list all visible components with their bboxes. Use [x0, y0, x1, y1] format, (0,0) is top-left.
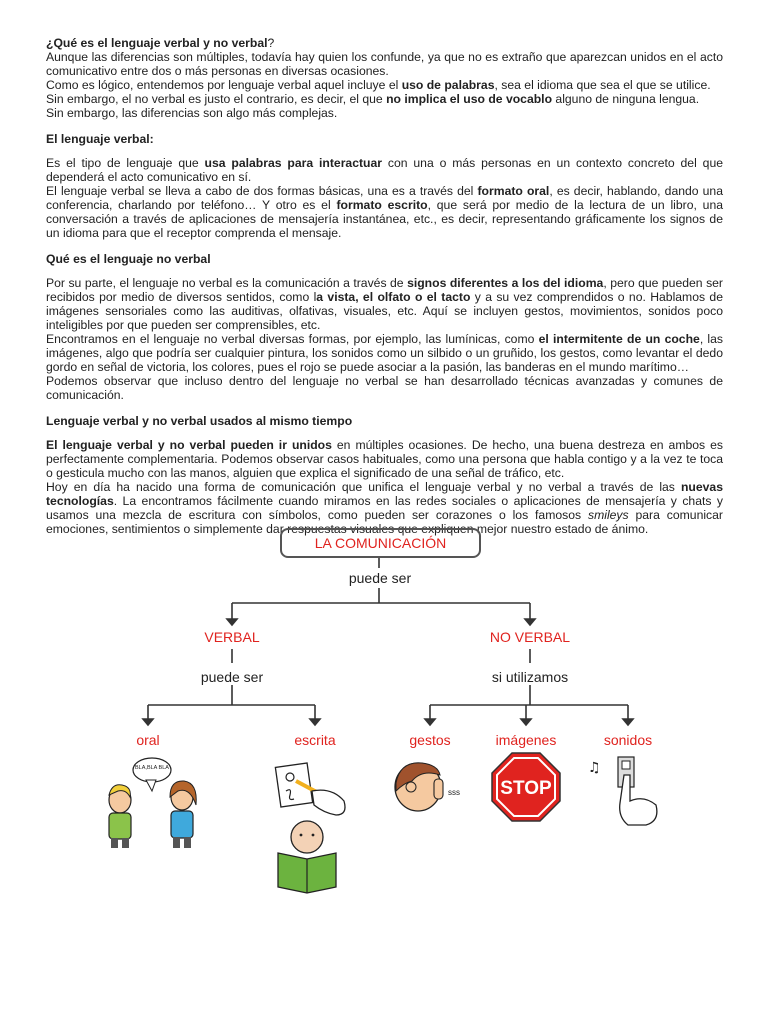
leaf-sonidos: sonidos	[603, 732, 653, 748]
gesture-face-icon	[395, 763, 460, 811]
verbal-p1: Es el tipo de lenguaje que usa palabras para interactuar con una o más personas en un contexto concreto del que dependerá el acto comunicativo en sí.	[46, 156, 723, 184]
diagram-root-box: LA COMUNICACIÓN	[280, 528, 481, 558]
verbal-link-label: puede ser	[200, 669, 264, 685]
mixed-p1: El lenguaje verbal y no verbal pueden ir unidos en múltiples ocasiones. De hecho, una buena destreza en ambos es perfectamente complementaria. Podemos observar casos habituales, como una persona que habla contigo y a la vez te toca o gesticula mucho con las manos, alguien que explica el significado de una señal de tráfico, etc.	[46, 438, 724, 480]
intro-p3: Sin embargo, el no verbal es justo el contrario, es decir, el que no implica el uso de vocablo alguno de ninguna lengua.	[46, 92, 700, 106]
noverbal-p3: Podemos observar que incluso dentro del lenguaje no verbal se han desarrollado técnicas avanzadas y comunes de comunicación.	[46, 374, 723, 402]
intro-p1: Aunque las diferencias son múltiples, todavía hay quien los confunde, ya que no es extraño que aparezcan unidos en el acto comunicativo entre dos o más personas en diversas ocasiones.	[46, 50, 723, 78]
leaf-imagenes: imágenes	[495, 732, 557, 748]
intro-p4: Sin embargo, las diferencias son algo más complejas.	[46, 106, 338, 120]
doorbell-icon	[588, 757, 657, 825]
intro-heading: ¿Qué es el lenguaje verbal y no verbal?	[46, 36, 275, 50]
svg-text:STOP: STOP	[500, 778, 552, 799]
leaf-escrita: escrita	[294, 732, 336, 748]
noverbal-p2: Encontramos en el lenguaje no verbal diversas formas, por ejemplo, las lumínicas, como el intermitente de un coche, las imágenes, algo que podría ser cualquier pintura, los sonidos como un silbido o un gruñido, los gestos, como levantar el dedo gordo en señal de victoria, los colores, pues el rojo se puede asociar a la pasión, las banderas en el mundo marítimo…	[46, 332, 724, 374]
intro-p2: Como es lógico, entendemos por lenguaje verbal aquel incluye el uso de palabras, sea el idioma que sea el que se utilice.	[46, 78, 711, 92]
writing-hand-icon	[275, 763, 345, 815]
noverbal-link-label: si utilizamos	[491, 669, 569, 685]
communication-diagram	[100, 525, 680, 895]
noverbal-node: NO VERBAL	[489, 629, 571, 645]
stop-sign-icon	[492, 753, 560, 821]
verbal-heading: El lenguaje verbal:	[46, 132, 154, 146]
oral-people-icon	[109, 758, 196, 848]
verbal-node: VERBAL	[204, 629, 260, 645]
svg-text:♫: ♫	[588, 760, 601, 776]
svg-text:BLA,BLA BLA: BLA,BLA BLA	[135, 765, 169, 771]
leaf-oral: oral	[136, 732, 160, 748]
document-body	[46, 36, 723, 536]
mixed-p2: Hoy en día ha nacido una forma de comunicación que unifica el lenguaje verbal y no verbal a través de las nuevas tecnologías. La encontramos fácilmente cuando miramos en las redes sociales o aplicaciones de mensajería y chats y usamos una mezcla de escritura con símbolos, como pueden ser corazones o los famosos smileys para comunicar emociones, sentimientos o simplemente dar respuestas visuales que expliquen mejor nuestro estado de ánimo.	[46, 480, 723, 536]
noverbal-heading: Qué es el lenguaje no verbal	[46, 252, 211, 266]
verbal-p2: El lenguaje verbal se lleva a cabo de dos formas básicas, una es a través del formato oral, es decir, hablando, dando una conferencia, charlando por teléfono… Y otro es el formato escrito, que será por medio de la lectura de un libro, una conversación a través de aplicaciones de mensajería instantánea, etc., es decir, representando gráficamente los signos de un idioma para que el receptor comprenda el mensaje.	[46, 184, 723, 240]
reading-child-icon	[278, 821, 336, 893]
mixed-heading: Lenguaje verbal y no verbal usados al mismo tiempo	[46, 414, 353, 428]
leaf-gestos: gestos	[409, 732, 451, 748]
svg-text:sss: sss	[448, 788, 460, 797]
root-link-label: puede ser	[348, 570, 412, 586]
noverbal-p1: Por su parte, el lenguaje no verbal es la comunicación a través de signos diferentes a los del idioma, pero que pueden ser recibidos por medio de diversos sentidos, como la vista, el olfato o el tacto y a su vez comprendidos o no. Hablamos de imágenes sensoriales como las auditivas, olfativas, visuales, etc. Aquí se incluyen gestos, movimientos, sonidos poco inteligibles por que pueden ser comprensibles, etc.	[46, 276, 723, 332]
